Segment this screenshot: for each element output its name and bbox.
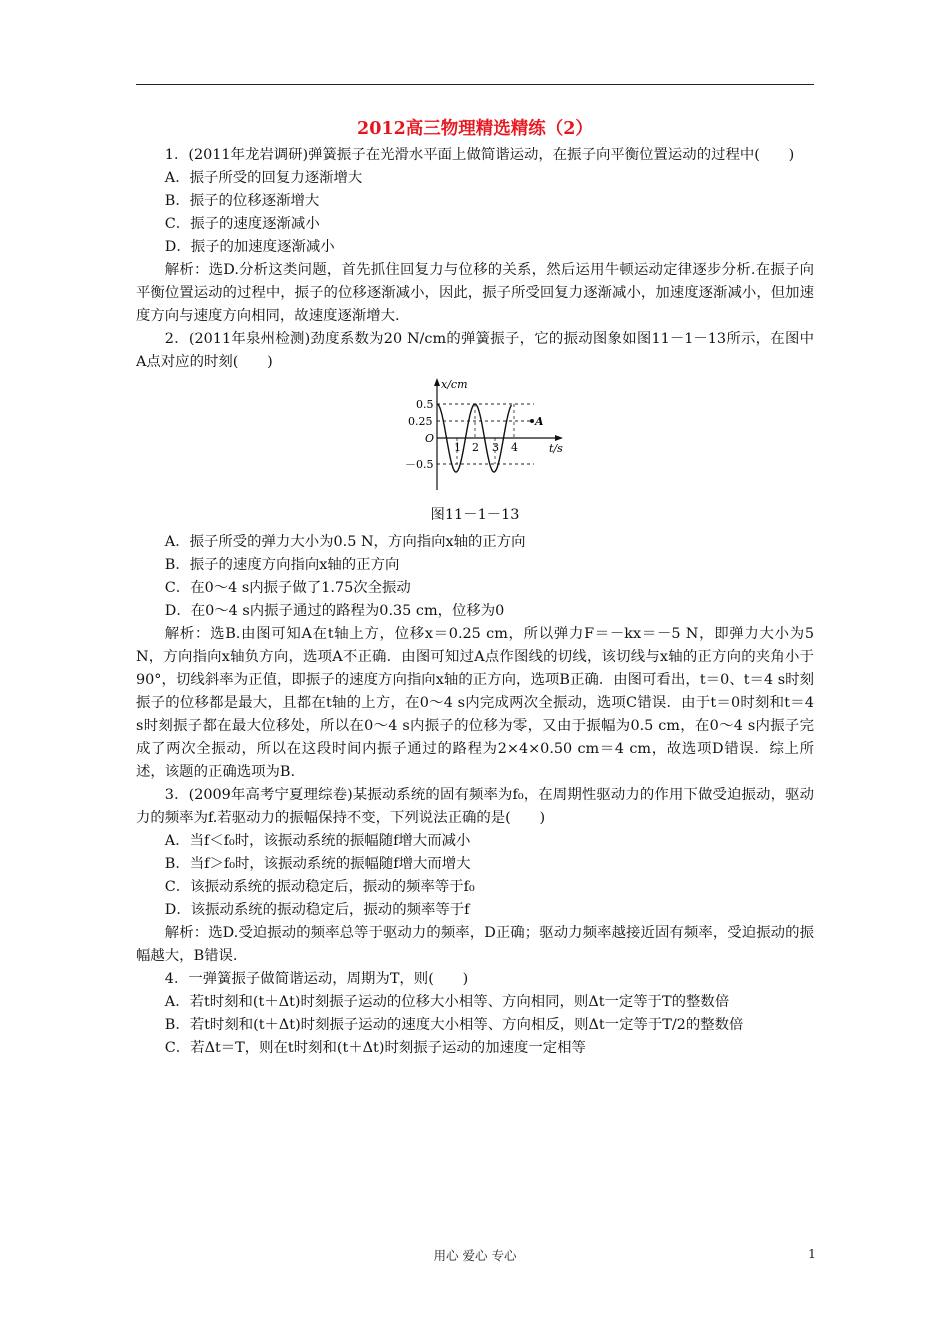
y-tick-quarter: 0.25 (408, 415, 433, 428)
point-a-label: A (535, 415, 544, 428)
y-tick-max: 0.5 (416, 398, 434, 411)
x-tick-3: 3 (492, 441, 499, 454)
q2-option-d: D．在0～4 s内振子通过的路程为0.35 cm，位移为0 (164, 603, 505, 619)
origin-label: O (425, 432, 435, 445)
q4-option-c: C．若Δt＝T，则在t时刻和(t＋Δt)时刻振子运动的加速度一定相等 (164, 1040, 586, 1056)
x-axis-arrow (555, 435, 563, 441)
page-number: 1 (808, 1246, 816, 1261)
q3-option-a: A．当f＜f₀时，该振动系统的振幅随f增大而减小 (164, 833, 471, 849)
document-body (136, 118, 814, 1060)
q2-analysis: 解析：选B.由图可知A在t轴上方，位移x＝0.25 cm，所以弹力F＝－kx＝－5 N，即弹力大小为5 N，方向指向x轴负方向，选项A不正确．由图可知过A点作图线的切线，该切线与x轴的正方向的夹角小于90°，切线斜率为正值，即振子的速度方向指向x轴的正方向，选项B正确．由图可看出，t＝0、t＝4 s时刻振子的位移都是最大，且都在t轴的上方，在0～4 s内完成两次全振动，选项C错误．由于t＝0时刻和t＝4 s时刻振子都在最大位移处，所以在0～4 s内振子的位移为零，又由于振幅为0.5 cm，在0～4 s内振子完成了两次全振动，所以在这段时间内振子通过的路程为2×4×0.50 cm＝4 cm，故选项D错误．综上所述，该题的正确选项为B. (136, 626, 814, 780)
point-a (530, 419, 534, 423)
q1-analysis: 解析：选D.分析这类问题，首先抓住回复力与位移的关系，然后运用牛顿运动定律逐步分析.在振子向平衡位置运动的过程中，振子的位移逐渐减小，因此，振子所受回复力逐渐减小，加速度逐渐减小，但加速度方向与速度方向相同，故速度逐渐增大. (136, 262, 814, 324)
q3-option-b: B．当f＞f₀时，该振动系统的振幅随f增大而增大 (164, 856, 471, 872)
q1-option-d: D．振子的加速度逐渐减小 (164, 239, 335, 255)
y-axis-label: x/cm (441, 378, 468, 391)
q3-option-c: C．该振动系统的振动稳定后，振动的频率等于f₀ (164, 879, 475, 895)
q1-option-a: A．振子所受的回复力逐渐增大 (164, 170, 363, 186)
q3-analysis: 解析：选D.受迫振动的频率总等于驱动力的频率，D正确；驱动力频率越接近固有频率，受迫振动的振幅越大，B错误. (136, 925, 814, 964)
q4-option-b: B．若t时刻和(t＋Δt)时刻振子运动的速度大小相等、方向相反，则Δt一定等于T/2的整数倍 (164, 1017, 744, 1033)
q3-option-d: D．该振动系统的振动稳定后，振动的频率等于f (164, 902, 470, 918)
q3-stem: 3．(2009年高考宁夏理综卷)某振动系统的固有频率为f₀，在周期性驱动力的作用下做受迫振动，驱动力的频率为f.若驱动力的振幅保持不变，下列说法正确的是( ) (136, 787, 814, 826)
x-tick-4: 4 (511, 441, 518, 454)
footer-text: 用心 爱心 专心 (433, 1248, 517, 1263)
q2-stem: 2．(2011年泉州检测)劲度系数为20 N/cm的弹簧振子，它的振动图象如图11－1－13所示，在图中A点对应的时刻( ) (136, 331, 814, 370)
q2-option-b: B．振子的速度方向指向x轴的正方向 (164, 557, 400, 573)
q2-figure (136, 378, 814, 498)
q4-option-a: A．若t时刻和(t＋Δt)时刻振子运动的位移大小相等、方向相同，则Δt一定等于T的整数倍 (164, 994, 730, 1010)
q1-stem: 1．(2011年龙岩调研)弹簧振子在光滑水平面上做简谐运动，在振子向平衡位置运动的过程中( ) (164, 147, 795, 163)
vibration-graph (399, 378, 579, 496)
x-tick-1: 1 (454, 441, 461, 454)
y-tick-min: －0.5 (405, 458, 434, 471)
q1-option-b: B．振子的位移逐渐增大 (164, 193, 320, 209)
page-title: 2012高三物理精选精练（2） (357, 119, 593, 139)
x-tick-2: 2 (472, 441, 479, 454)
y-axis-arrow (434, 378, 440, 386)
q2-option-a: A．振子所受的弹力大小为0.5 N，方向指向x轴的正方向 (164, 534, 526, 550)
header-rule (136, 84, 814, 85)
q1-option-c: C．振子的速度逐渐减小 (164, 216, 320, 232)
q2-option-c: C．在0～4 s内振子做了1.75次全振动 (164, 580, 411, 596)
q4-stem: 4．一弹簧振子做简谐运动，周期为T，则( ) (164, 971, 469, 987)
x-axis-label: t/s (549, 442, 563, 455)
figure-caption: 图11－1－13 (430, 507, 520, 523)
